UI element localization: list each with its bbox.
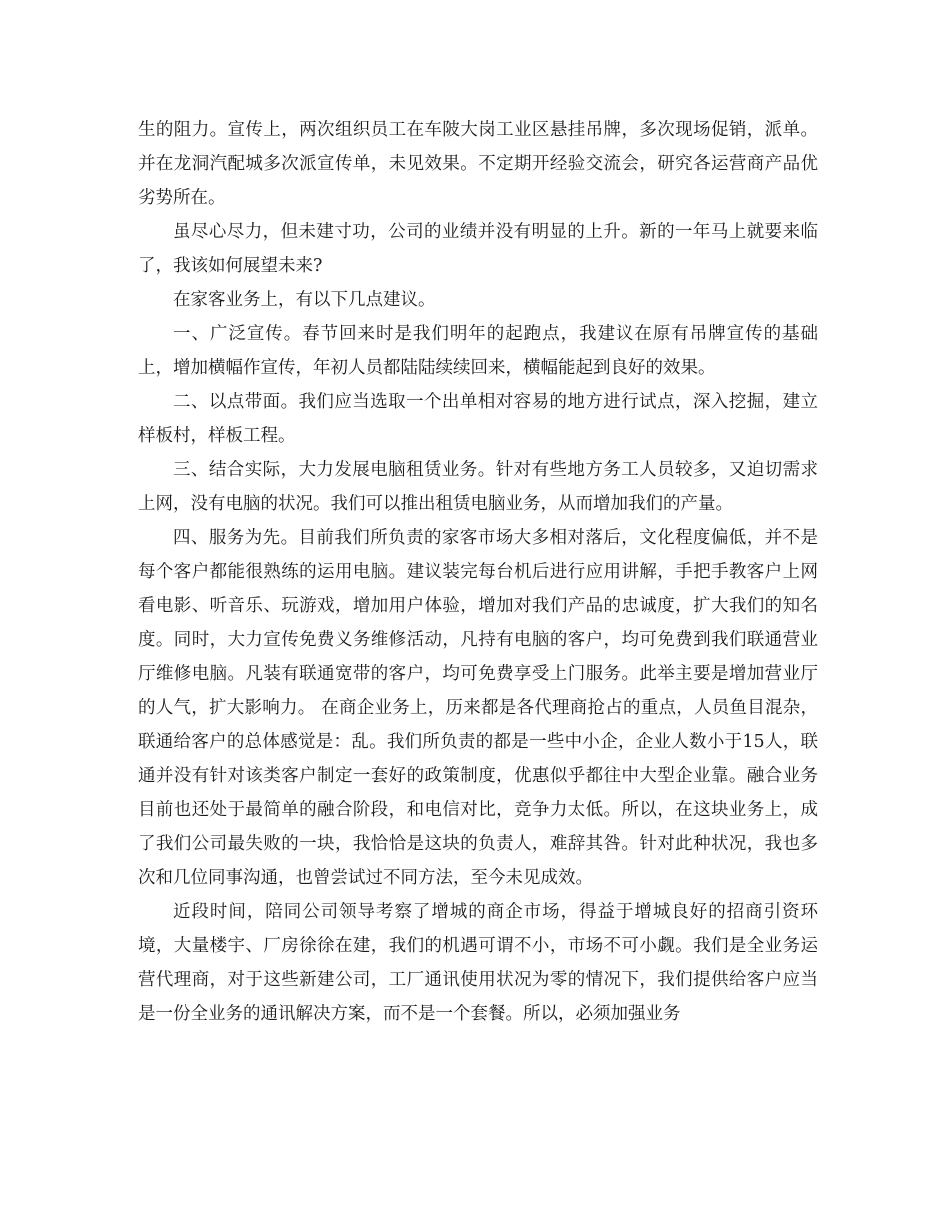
paragraph: 一、广泛宣传。春节回来时是我们明年的起跑点，我建议在原有吊牌宣传的基础上，增加横幅作宣传，年初人员都陆陆续续回来，横幅能起到良好的效果。 bbox=[138, 324, 818, 378]
paragraph: 近段时间，陪同公司领导考察了增城的商企市场，得益于增城良好的招商引资环境，大量楼宇、厂房徐徐在建，我们的机遇可谓不小，市场不可小觑。我们是全业务运营代理商，对于这些新建公司，工厂通讯使用状况为零的情况下，我们提供给客户应当是一份全业务的通讯解决方案，而不是一个套餐。所以，必须加强业务 bbox=[138, 902, 818, 1024]
paragraph: 在家客业务上，有以下几点建议。 bbox=[173, 290, 436, 310]
paragraph: 四、服务为先。目前我们所负责的家客市场大多相对落后，文化程度偏低，并不是每个客户都能很熟练的运用电脑。建议装完每台机后进行应用讲解，手把手教客户上网看电影、听音乐、玩游戏，增加用户体验，增加对我们产品的忠诚度，扩大我们的知名度。同时，大力宣传免费义务维修活动，凡持有电脑的客户，均可免费到我们联通营业厅维修电脑。凡装有联通宽带的客户，均可免费享受上门服务。此举主要是增加营业厅的人气，扩大影响力。 在商企业务上，历来都是各代理商抢占的重点，人员鱼目混杂，联通给客户的总体感觉是：乱。我们所负责的都是一些中小企，企业人数小于15人，联通并没有针对该类客户制定一套好的政策制度，优惠似乎都往中大型企业靠。融合业务目前也还处于最简单的融合阶段，和电信对比，竞争力太低。所以，在这块业务上，成了我们公司最失败的一块，我恰恰是这块的负责人，难辞其咎。针对此种状况，我也多次和几位同事沟通，也曾尝试过不同方法，至今未见成效。 bbox=[138, 528, 818, 888]
paragraph: 生的阻力。宣传上，两次组织员工在车陂大岗工业区悬挂吊牌，多次现场促销，派单。并在龙洞汽配城多次派宣传单，未见效果。不定期开经验交流会，研究各运营商产品优劣势所在。 bbox=[138, 120, 818, 208]
paragraph: 虽尽心尽力，但未建寸功，公司的业绩并没有明显的上升。新的一年马上就要来临了，我该如何展望未来? bbox=[138, 222, 818, 276]
paragraph: 二、以点带面。我们应当选取一个出单相对容易的地方进行试点，深入挖掘，建立样板村，样板工程。 bbox=[138, 392, 818, 446]
document-body bbox=[138, 113, 818, 1031]
paragraph: 三、结合实际，大力发展电脑租赁业务。针对有些地方务工人员较多，又迫切需求上网，没有电脑的状况。我们可以推出租赁电脑业务，从而增加我们的产量。 bbox=[138, 460, 818, 514]
